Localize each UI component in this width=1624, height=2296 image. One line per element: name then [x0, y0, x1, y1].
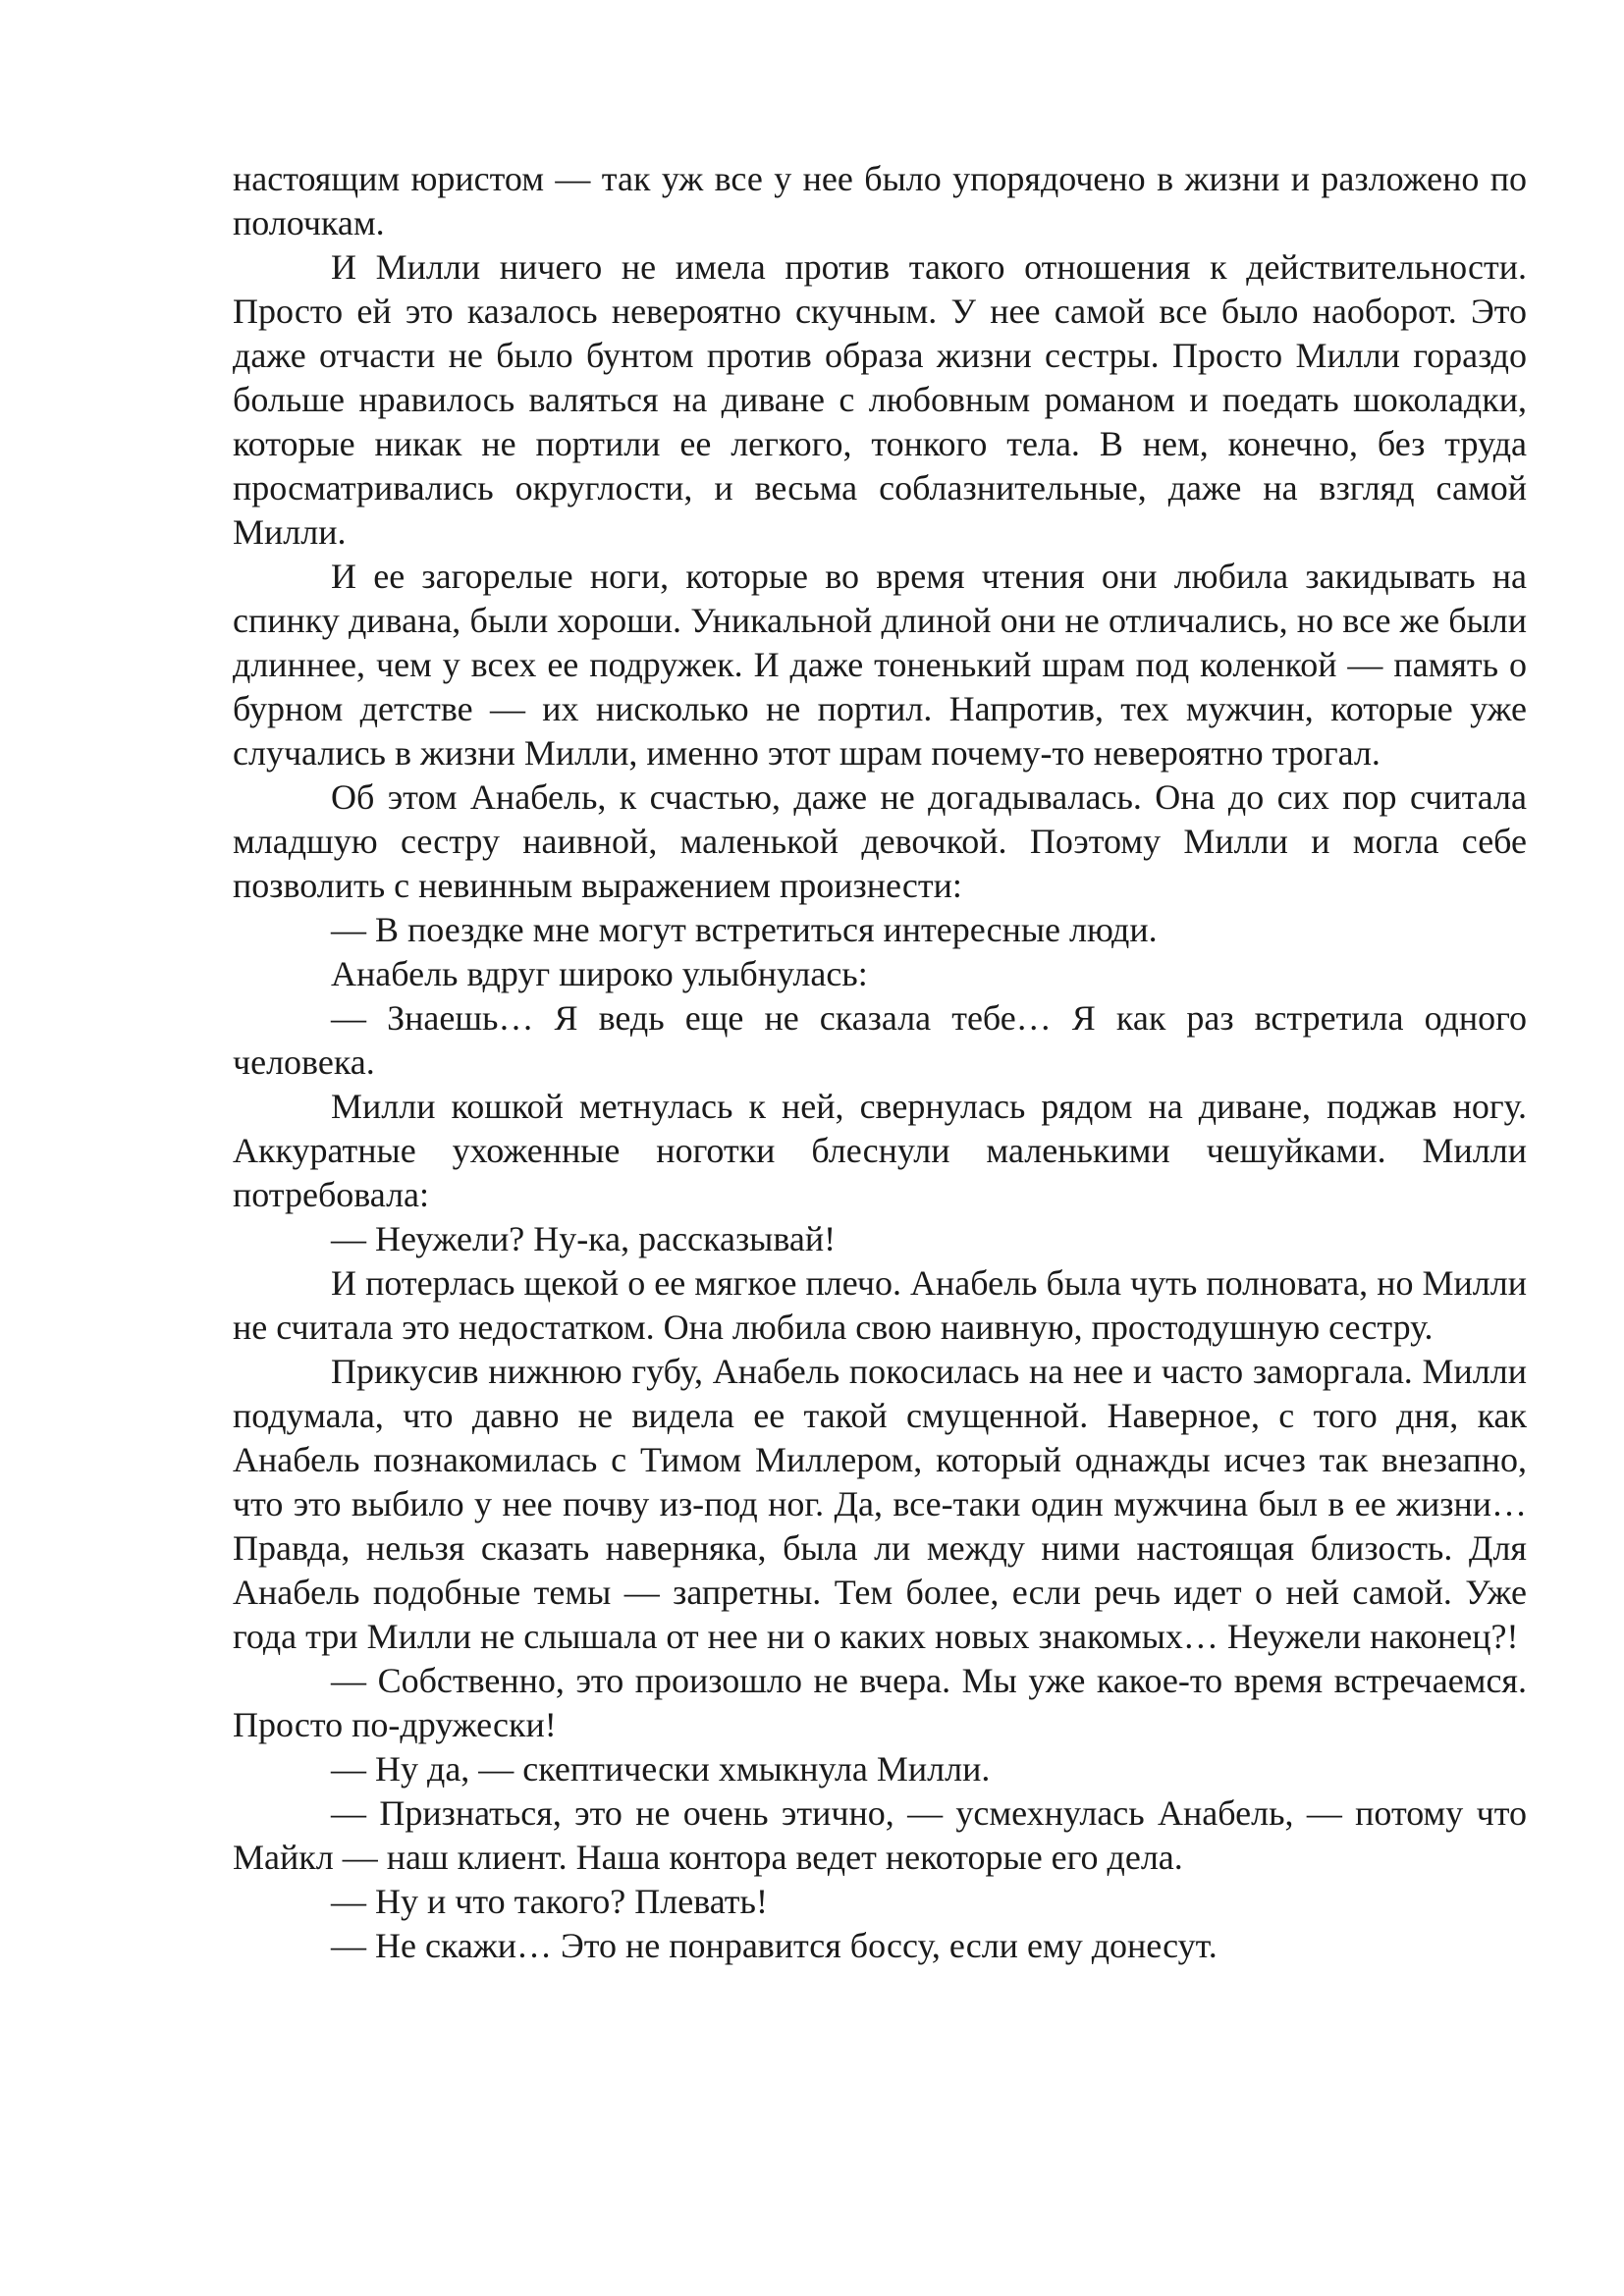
paragraph: И потерлась щекой о ее мягкое плечо. Анабель была чуть полновата, но Милли не считала это недостатком. Она любила свою наивную, простодушную сестру. [233, 1263, 1527, 1347]
paragraph: Милли кошкой метнулась к ней, свернулась рядом на диване, поджав ногу. Аккуратные ухоженные ноготки блеснули маленькими чешуйками. Милли потребовала: [233, 1087, 1527, 1214]
paragraph: И Милли ничего не имела против такого отношения к действительности. Просто ей это казалось невероятно скучным. У нее самой все было наоборот. Это даже отчасти не было бунтом против образа жизни сестры. Просто Милли гораздо больше нравилось валяться на диване с любовным романом и поедать шоколадки, которые никак не портили ее легкого, тонкого тела. В нем, конечно, без труда просматривались округлости, и весьма соблазнительные, даже на взгляд самой Милли. [233, 247, 1527, 552]
paragraph: Прикусив нижнюю губу, Анабель покосилась на нее и часто заморгала. Милли подумала, что давно не видела ее такой смущенной. Наверное, с того дня, как Анабель познакомилась с Тимом Миллером, который однажды исчез так внезапно, что это выбило у нее почву из-под ног. Да, все-таки один мужчина был в ее жизни… Правда, нельзя сказать наверняка, была ли между ними настоящая близость. Для Анабель подобные темы — запретны. Тем более, если речь идет о ней самой. Уже года три Милли не слышала от нее ни о каких новых знакомых… Неужели наконец?! [233, 1352, 1527, 1656]
dialogue-line: — Знаешь… Я ведь еще не сказала тебе… Я как раз встретила одного человека. [233, 998, 1527, 1082]
document-page [233, 157, 1527, 1968]
dialogue-line: — Ну и что такого? Плевать! [331, 1882, 768, 1921]
dialogue-line: — Не скажи… Это не понравится боссу, если ему донесут. [331, 1926, 1218, 1965]
dialogue-line: — Собственно, это произошло не вчера. Мы уже какое-то время встречаемся. Просто по-дружески! [233, 1661, 1527, 1744]
paragraph: Анабель вдруг широко улыбнулась: [331, 954, 868, 993]
dialogue-line: — В поездке мне могут встретиться интересные люди. [331, 910, 1158, 949]
dialogue-line: — Признаться, это не очень этично, — усмехнулась Анабель, — потому что Майкл — наш клиент. Наша контора ведет некоторые его дела. [233, 1793, 1527, 1877]
dialogue-line: — Неужели? Ну-ка, рассказывай! [331, 1219, 837, 1258]
paragraph: И ее загорелые ноги, которые во время чтения они любила закидывать на спинку дивана, были хороши. Уникальной длиной они не отличались, но все же были длиннее, чем у всех ее подружек. И даже тоненький шрам под коленкой — память о бурном детстве — их нисколько не портил. Напротив, тех мужчин, которые уже случались в жизни Милли, именно этот шрам почему-то невероятно трогал. [233, 557, 1527, 773]
paragraph: Об этом Анабель, к счастью, даже не догадывалась. Она до сих пор считала младшую сестру наивной, маленькой девочкой. Поэтому Милли и могла себе позволить с невинным выражением произнести: [233, 777, 1527, 905]
dialogue-line: — Ну да, — скептически хмыкнула Милли. [331, 1749, 991, 1789]
paragraph-continued: настоящим юристом — так уж все у нее было упорядочено в жизни и разложено по полочкам. [233, 159, 1527, 242]
